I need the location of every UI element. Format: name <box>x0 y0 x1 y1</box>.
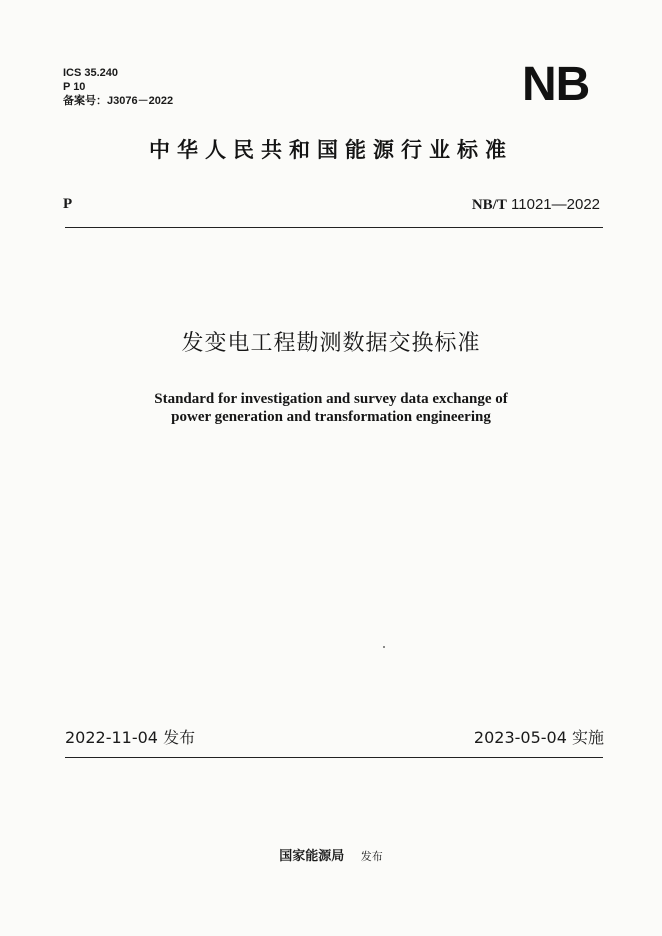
issue-date: 2022-11-04 发布 <box>65 728 196 747</box>
publisher-line <box>0 845 662 864</box>
title-english-line-2: power generation and transformation engineering <box>171 409 491 425</box>
implementation-date: 2023-05-04 实施 <box>473 728 604 747</box>
classification-letter: P <box>63 196 73 212</box>
title-english <box>0 390 662 426</box>
metadata-block <box>63 66 173 108</box>
standard-number <box>472 196 600 214</box>
title-chinese: 发变电工程勘测数据交换标准 <box>181 331 481 356</box>
standard-number-value: 11021—2022 <box>511 196 600 213</box>
title-english-line-1: Standard for investigation and survey data exchange of <box>154 391 508 407</box>
scan-speck <box>383 646 385 648</box>
publisher-action: 发布 <box>360 850 383 863</box>
standard-number-prefix: NB/T <box>471 197 507 213</box>
top-divider <box>65 227 603 228</box>
ics-code: ICS 35.240 <box>63 67 119 79</box>
publisher-name: 国家能源局 <box>279 849 345 864</box>
filing-number: 备案号：J3076－2022 <box>63 95 174 107</box>
nb-logo: NB <box>522 58 590 111</box>
ccs-code: P 10 <box>63 81 86 93</box>
issuer-title: 中华人民共和国能源行业标准 <box>149 137 513 162</box>
bottom-divider <box>65 757 603 758</box>
